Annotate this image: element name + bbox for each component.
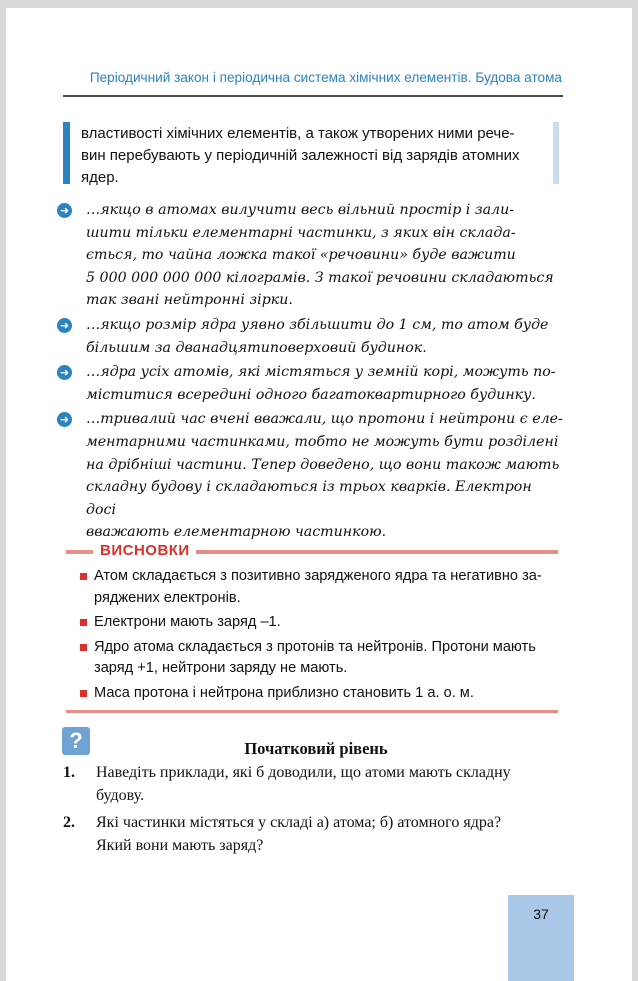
fact-line: …якщо розмір ядра уявно збільшити до 1 см, то атом буде — [86, 316, 549, 333]
questions-list — [63, 762, 563, 862]
fact-item — [56, 361, 566, 406]
facts-list — [56, 199, 566, 546]
header-rule — [63, 95, 563, 97]
highlight-line: вин перебувають у періодичній залежності від зарядів атомних — [81, 147, 520, 164]
fact-line: шити тільки елементарні частинки, з яких він склада- — [86, 224, 516, 241]
fact-line: 5 000 000 000 000 кілограмів. З такої речовини складаються — [86, 269, 554, 286]
square-bullet-icon — [80, 619, 87, 626]
question-line: будову. — [96, 786, 145, 804]
fact-line: …тривалий час вчені вважали, що протони і нейтрони є еле- — [86, 411, 563, 428]
question-number: 1. — [63, 764, 75, 781]
square-bullet-icon — [80, 690, 87, 697]
fact-line: ється, то чайна ложка такої «речовини» буде важити — [86, 247, 516, 264]
arrow-right-icon: ➜ — [57, 203, 72, 218]
square-bullet-icon — [80, 644, 87, 651]
fact-line: …якщо в атомах вилучити весь вільний простір і зали- — [86, 202, 514, 218]
fact-line: міститися всередині одного багатоквартирного будинку. — [86, 386, 536, 403]
conclusion-line: ряджених електронів. — [94, 589, 241, 606]
conclusion-line: заряд +1, нейтрони заряду не мають. — [94, 660, 348, 676]
page-number: 37 — [533, 906, 549, 922]
conclusion-line: Атом складається з позитивно зарядженого ядра та негативно за- — [94, 568, 542, 584]
highlight-bar — [63, 122, 70, 184]
arrow-right-icon: ➜ — [57, 318, 72, 333]
arrow-right-icon: ➜ — [57, 365, 72, 380]
fact-item — [56, 314, 566, 359]
arrow-right-icon: ➜ — [57, 412, 72, 427]
fact-item — [56, 408, 566, 544]
conclusion-item — [80, 566, 565, 609]
conclusion-item — [80, 612, 565, 634]
textbook-page — [6, 8, 632, 981]
conclusion-line: Електрони мають заряд –1. — [94, 614, 281, 630]
question-item — [63, 762, 563, 807]
question-item — [63, 812, 563, 857]
running-header: Періодичний закон і періодична система хімічних елементів. Будова атома — [89, 70, 562, 85]
fact-line: так звані нейтронні зірки. — [86, 292, 293, 309]
fact-line: складну будову і складаються із трьох кварків. Електрон досі — [86, 479, 532, 518]
question-line: Які частинки містяться у складі а) атома; б) атомного ядра? — [96, 814, 502, 831]
question-icon: ? — [62, 727, 90, 755]
level-title: Початковий рівень — [244, 739, 388, 758]
fact-line: …ядра усіх атомів, які містяться у земній корі, можуть по- — [86, 364, 556, 381]
conclusion-item — [80, 683, 565, 705]
conclusion-line: Маса протона і нейтрона приблизно становить 1 а. о. м. — [94, 684, 474, 701]
question-number: 2. — [63, 814, 75, 831]
question-line: Наведіть приклади, які б доводили, що атоми мають складну — [96, 764, 511, 781]
conclusion-item — [80, 637, 565, 680]
fact-line: на дрібніші частини. Тепер доведено, що вони також мають — [86, 456, 560, 473]
fact-line: більшим за дванадцятиповерховий будинок. — [86, 339, 427, 356]
page-number-tab — [508, 895, 574, 981]
highlight-text — [81, 123, 546, 189]
conclusions-bottom-rule — [66, 710, 558, 713]
fact-line: ментарними частинками, тобто не можуть бути розділені — [86, 433, 559, 450]
conclusions-rule-right — [196, 550, 558, 554]
conclusions-heading — [66, 542, 558, 560]
conclusions-rule-left — [66, 550, 93, 554]
question-line: Який вони мають заряд? — [96, 836, 264, 854]
highlight-box — [63, 119, 553, 193]
conclusion-line: Ядро атома складається з протонів та нейтронів. Протони мають — [94, 638, 536, 655]
fact-item — [56, 199, 566, 312]
conclusions-title: ВИСНОВКИ — [100, 542, 190, 559]
highlight-bar-right — [553, 122, 559, 184]
conclusions-list — [80, 566, 565, 707]
highlight-line: ядер. — [81, 169, 119, 186]
fact-line: вважають елементарною частинкою. — [86, 524, 387, 541]
square-bullet-icon — [80, 573, 87, 580]
highlight-line: властивості хімічних елементів, а також утворених ними рече- — [81, 125, 515, 142]
